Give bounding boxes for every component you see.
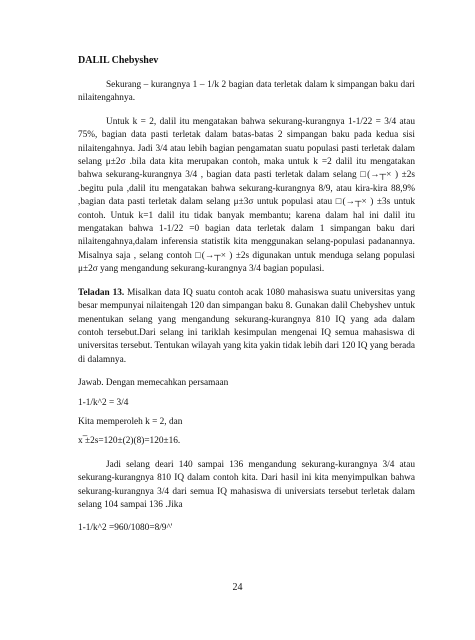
section-title: DALIL Chebyshev xyxy=(78,55,159,66)
page-number: 24 xyxy=(232,582,243,593)
theorem-statement: Sekurang – kurangnya 1 – 1/k 2 bagian data terletak dalam k simpangan baku dari nilaitengahnya. xyxy=(78,80,415,104)
answer-intro: Jawab. Dengan memecahkan persamaan xyxy=(78,378,229,389)
equation-1: 1-1/k^2 = 3/4 xyxy=(78,397,129,408)
conclusion-paragraph: Jadi selang deari 140 sampai 136 mengandung sekurang-kurangnya 3/4 atau sekurang-kurangnya 810 IQ dalam contoh kita. Dari hasil ini kita menyimpulkan bahwa sekurang-kurangnya 3/4 dari semua IQ mahasiswa di universiats tersebut terletak dalam selang 104 sampai 136 .Jika xyxy=(78,459,415,510)
equation-3: 1-1/k^2 =960/1080=8/9^' xyxy=(78,523,173,534)
example-paragraph xyxy=(78,287,415,367)
example-label: Teladan 13. xyxy=(78,287,125,298)
example-text: Misalkan data IQ suatu contoh acak 1080 mahasiswa suatu universitas yang besar mempunyai nilaitengah 120 dan simpangan baku 8. Gunakan dalil Chebyshev untuk menentukan selang yang mengandung sekurang-kurangnya 810 IQ yang ada dalam contoh tersebut.Dari selang ini tariklah kesimpulan mengenai IQ semua mahasiswa di universitas tersebut. Tentukan wilayah yang kita yakin tidak lebih dari 120 IQ yang berada di dalamnya. xyxy=(78,287,416,365)
result-k: Kita memperoleh k = 2, dan xyxy=(78,416,183,427)
equation-2: x ̅±2s=120±(2)(8)=120±16. xyxy=(78,436,181,447)
theorem-explanation: Untuk k = 2, dalil itu mengatakan bahwa sekurang-kurangnya 1-1/22 = 3/4 atau 75%, bagian data pasti terletak dalam batas-batas 2 simpangan baku pada kedua sisi nilaitengahnya. Jadi 3/4 atau lebih bagian pengamatan suatu populasi pasti terletak dalam selang μ±2σ .bila data kita merupakan contoh, maka untuk k =2 dalil itu mengatakan bahwa sekurang-kurangnya 3/4 , bagian data pasti terletak dalam selang □(→┬× ) ±2s .begitu pula ,dalil itu mengatakan bahwa sekurang-kurangnya 8/9, atau kira-kira 88,9% ,bagian data pasti terletak dalam selang μ±3σ untuk populasi atau □(→┬× ) ±3s untuk contoh. Untuk k=1 dalil itu tidak banyak membantu; karena dalam hal ini dalil itu mengatakan bahwa 1-1/22 =0 bagian data terletak dalam 1 simpangan baku dari nilaitengahnya,dalam inferensia statistik kita menggunakan selang-populasi padanannya. Misalnya saja , selang contoh □(→┬× ) ±2s digunakan untuk menduga selang populasi μ±2σ yang mengandung sekurang-kurangnya 3/4 bagian populasi. xyxy=(78,116,415,275)
